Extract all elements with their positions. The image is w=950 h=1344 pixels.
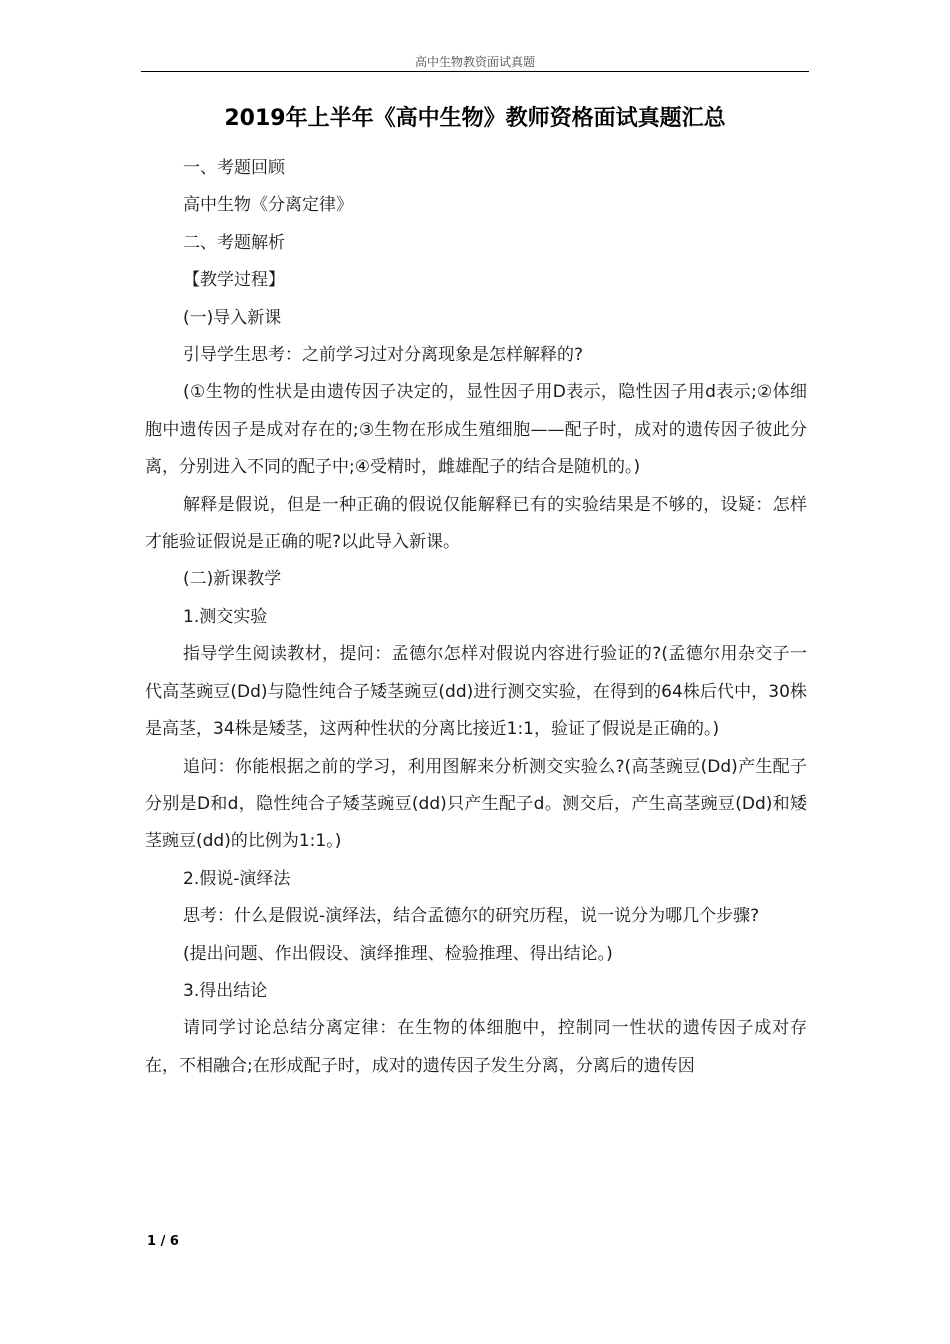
document-body: [145, 150, 807, 1085]
body-paragraph: 引导学生思考：之前学习过对分离现象是怎样解释的?: [183, 345, 584, 366]
section-heading-analysis: 二、考题解析: [183, 232, 285, 253]
body-paragraph: 解释是假说，但是一种正确的假说仅能解释已有的实验结果是不够的，设疑：怎样才能验证假说是正确的呢?以此导入新课。: [145, 494, 807, 553]
subsection-intro-heading: (一)导入新课: [183, 307, 282, 328]
subsection-new-lesson-heading: (二)新课教学: [183, 569, 282, 590]
body-paragraph: 思考：什么是假说-演绎法，结合孟德尔的研究历程，说一说分为哪几个步骤?: [183, 906, 760, 927]
teaching-process-heading: 【教学过程】: [183, 270, 285, 291]
item-heading: 2.假说-演绎法: [183, 868, 291, 889]
body-paragraph: 请同学讨论总结分离定律：在生物的体细胞中，控制同一性状的遗传因子成对存在，不相融合;在形成配子时，成对的遗传因子发生分离，分离后的遗传因: [145, 1018, 807, 1076]
body-paragraph: (①生物的性状是由遗传因子决定的，显性因子用D表示，隐性因子用d表示;②体细胞中遗传因子是成对存在的;③生物在形成生殖细胞——配子时，成对的遗传因子彼此分离，分别进入不同的配子中;④受精时，雌雄配子的结合是随机的。): [145, 382, 807, 478]
page-header: 高中生物教资面试真题: [141, 54, 809, 72]
topic-line: 高中生物《分离定律》: [183, 195, 353, 216]
document-title: 2019年上半年《高中生物》教师资格面试真题汇总: [224, 106, 726, 131]
body-paragraph: (提出问题、作出假设、演绎推理、检验推理、得出结论。): [183, 943, 613, 964]
section-heading-review: 一、考题回顾: [183, 158, 285, 178]
body-paragraph: 追问：你能根据之前的学习，利用图解来分析测交实验么?(高茎豌豆(Dd)产生配子分别是D和d，隐性纯合子矮茎豌豆(dd)只产生配子d。测交后，产生高茎豌豆(Dd)和矮茎豌豆(dd)的比例为1:1。): [145, 756, 807, 852]
item-heading: 1.测交实验: [183, 606, 268, 627]
body-paragraph: 指导学生阅读教材，提问：孟德尔怎样对假说内容进行验证的?(孟德尔用杂交子一代高茎豌豆(Dd)与隐性纯合子矮茎豌豆(dd)进行测交实验，在得到的64株后代中，30株是高茎，34株是矮茎，这两种性状的分离比接近1:1，验证了假说是正确的。): [145, 644, 807, 740]
page-number: 1 / 6: [147, 1234, 179, 1249]
item-heading: 3.得出结论: [183, 980, 268, 1001]
